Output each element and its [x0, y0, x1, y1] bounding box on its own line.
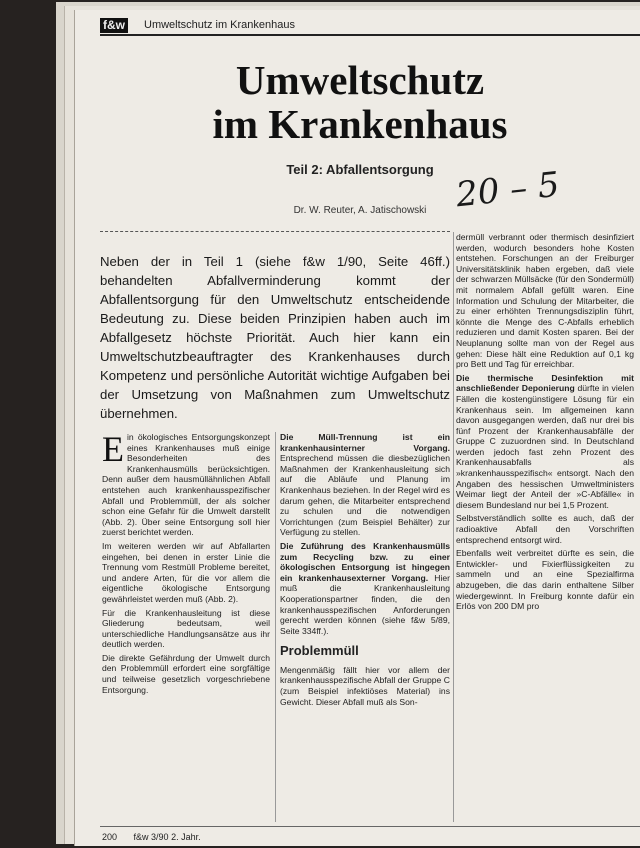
col2-paragraph-3: Mengenmäßig fällt hier vor allem der krankenhausspezifische Abfall der Gruppe C (zum Beispiel infektiöses Material) ins Gewicht. Dieser Abfall muß als Son-	[280, 664, 450, 707]
col1-paragraph-1: Ein ökologisches Entsorgungskonzept eines Krankenhauses muß einige Besonderheiten des Krankenhausmülls berücksichtigen. Denn außer dem hausmüllähnlichen Abfall entstehen auch krankenhausspezifischer Abfall und Problemmüll, der als solcher schon eine Gefahr für die Umwelt darstellt (Abb. 2). Über seine Entsorgung soll hier zuerst berichtet werden.	[102, 429, 270, 538]
running-header-title: Umweltschutz im Krankenhaus	[144, 19, 296, 31]
page-footer	[102, 832, 215, 842]
journal-logo: f&w	[100, 18, 128, 33]
article-title-line1: Umweltschutz	[235, 57, 485, 103]
body-column-2	[280, 432, 450, 710]
article-title	[100, 58, 620, 146]
article-title-line2: im Krankenhaus	[212, 101, 508, 147]
lead-divider	[100, 231, 450, 232]
article-subtitle: Teil 2: Abfallentsorgung	[286, 162, 434, 177]
col3-paragraph-3: Selbstverständlich sollte es auch, daß der radioaktive Abfall den Vorschriften entsprechend entsorgt wird.	[456, 513, 634, 545]
col3-paragraph-1: dermüll verbrannt oder thermisch desinfiziert werden, wodurch besonders hohe Kosten entstehen. Forschungen an der Freiburger Universitätsklinik haben ergeben, daß viele der schwarzen Müllsäcke (für den Sondermüll) mit normalem Abfall gefüllt waren. Eine Information und Schulung der Mitarbeiter, die zu einer erhöhten Trennungsdisziplin führt, könnte die Menge des C-Abfalls erheblich reduzieren und damit Kosten sparen. Bei der Neuplanung sollte man von der Regel aus gehen: Diese hält eine Reduktion auf 0,1 kg pro Bett und Tag für erreichbar.	[456, 232, 634, 370]
col3-paragraph-4: Ebenfalls weit verbreitet dürfte es sein, die Entwickler- und Fixierflüssigkeiten zu sammeln und an eine Spezialfirma abzugeben, die das darin enthaltene Silber wiedergewinnt. In Freiburg konnte dafür ein Erlös von 200 DM pro	[456, 548, 634, 612]
article-authors: Dr. W. Reuter, A. Jatischowski	[293, 205, 427, 216]
footer-rule	[100, 826, 640, 827]
issue-reference: f&w 3/90 2. Jahr.	[133, 832, 201, 842]
section-heading-problemmuell: Problemmüll	[280, 643, 359, 659]
page-number: 200	[102, 832, 118, 842]
col1-paragraph-4: Die direkte Gefährdung der Umwelt durch den Problemmüll erfordert eine sorgfältige und teilweise gesetzlich vorgeschriebene Entsorgung.	[102, 652, 270, 695]
col1-paragraph-2: Im weiteren werden wir auf Abfallarten eingehen, bei denen in erster Linie die Trennung vom Restmüll Probleme bereitet, und andere Arten, für die vor allem die eigentliche ökologische Entsorgung gewährleistet werden muß (Abb. 2).	[102, 540, 270, 604]
column-rule	[275, 432, 276, 822]
running-header	[100, 18, 640, 36]
body-column-3	[456, 232, 634, 836]
col2-paragraph-2: Die Zuführung des Krankenhausmülls zum Recycling bzw. zu einer ökologischen Entsorgung ist hingegen ein krankenhausexterner Vorgang. Hier muß die Krankenhausleitung Kooperationspartner finden, die den krankenhausspezifischen Anforderungen gerecht werden können (siehe f&w 5/89, Seite 334ff.).	[280, 540, 450, 636]
drop-cap: E	[102, 429, 124, 469]
col1-paragraph-3: Für die Krankenhausleitung ist diese Gliederung bedeutsam, weil unterschiedliche Handlungsansätze aus ihr deutlich werden.	[102, 607, 270, 650]
lead-paragraph: Neben der in Teil 1 (siehe f&w 1/90, Seite 46ff.) behandelten Abfallverminderung kommt der Abfallentsorgung für den Umweltschutz entscheidende Bedeutung zu. Diese beiden Prinzipien haben auch im Abfallgesetz höchste Priorität. Auch hier kann ein Umweltschutzbeauftragter des Krankenhauses durch Kompetenz und persönliche Autorität wichtige Aufgaben bei der Umsetzung von Maßnahmen zum Umweltschutz übernehmen.	[100, 254, 450, 421]
col3-paragraph-2: Die thermische Desinfektion mit anschließender Deponierung dürfte in vielen Fällen die kostengünstigere Lösung für ein Krankenhaus sein. Im allgemeinen kann davon ausgegangen werden, daß nur drei bis fünf Prozent der Krankenhausabfälle der Gruppe C zuzuordnen sind. In Deutschland werden jedoch fast zehn Prozent des Krankenhausabfalls als »krankenhausspezifisch« entsorgt. Nach den Angaben des hessischen Umweltministers Weimar liegt der Anteil der »C-Abfälle« in diesem Bundesland nur bei 1,5 Prozent.	[456, 372, 634, 510]
column-rule-right	[453, 232, 454, 822]
col2-paragraph-1: Die Müll-Trennung ist ein krankenhausinterner Vorgang. Entsprechend müssen die diesbezüglichen Maßnahmen der Krankenhausleitung sich auf die Abläufe und Planung im Krankenhaus beziehen. In der Regel wird es darum gehen, die Mitarbeiter entsprechend zu schulen und die notwendigen Vorrichtungen (zum Beispiel Behälter) zur Verfügung zu stellen.	[280, 432, 450, 538]
handwritten-note: 20 – 5	[454, 164, 562, 216]
body-column-1	[102, 429, 270, 698]
